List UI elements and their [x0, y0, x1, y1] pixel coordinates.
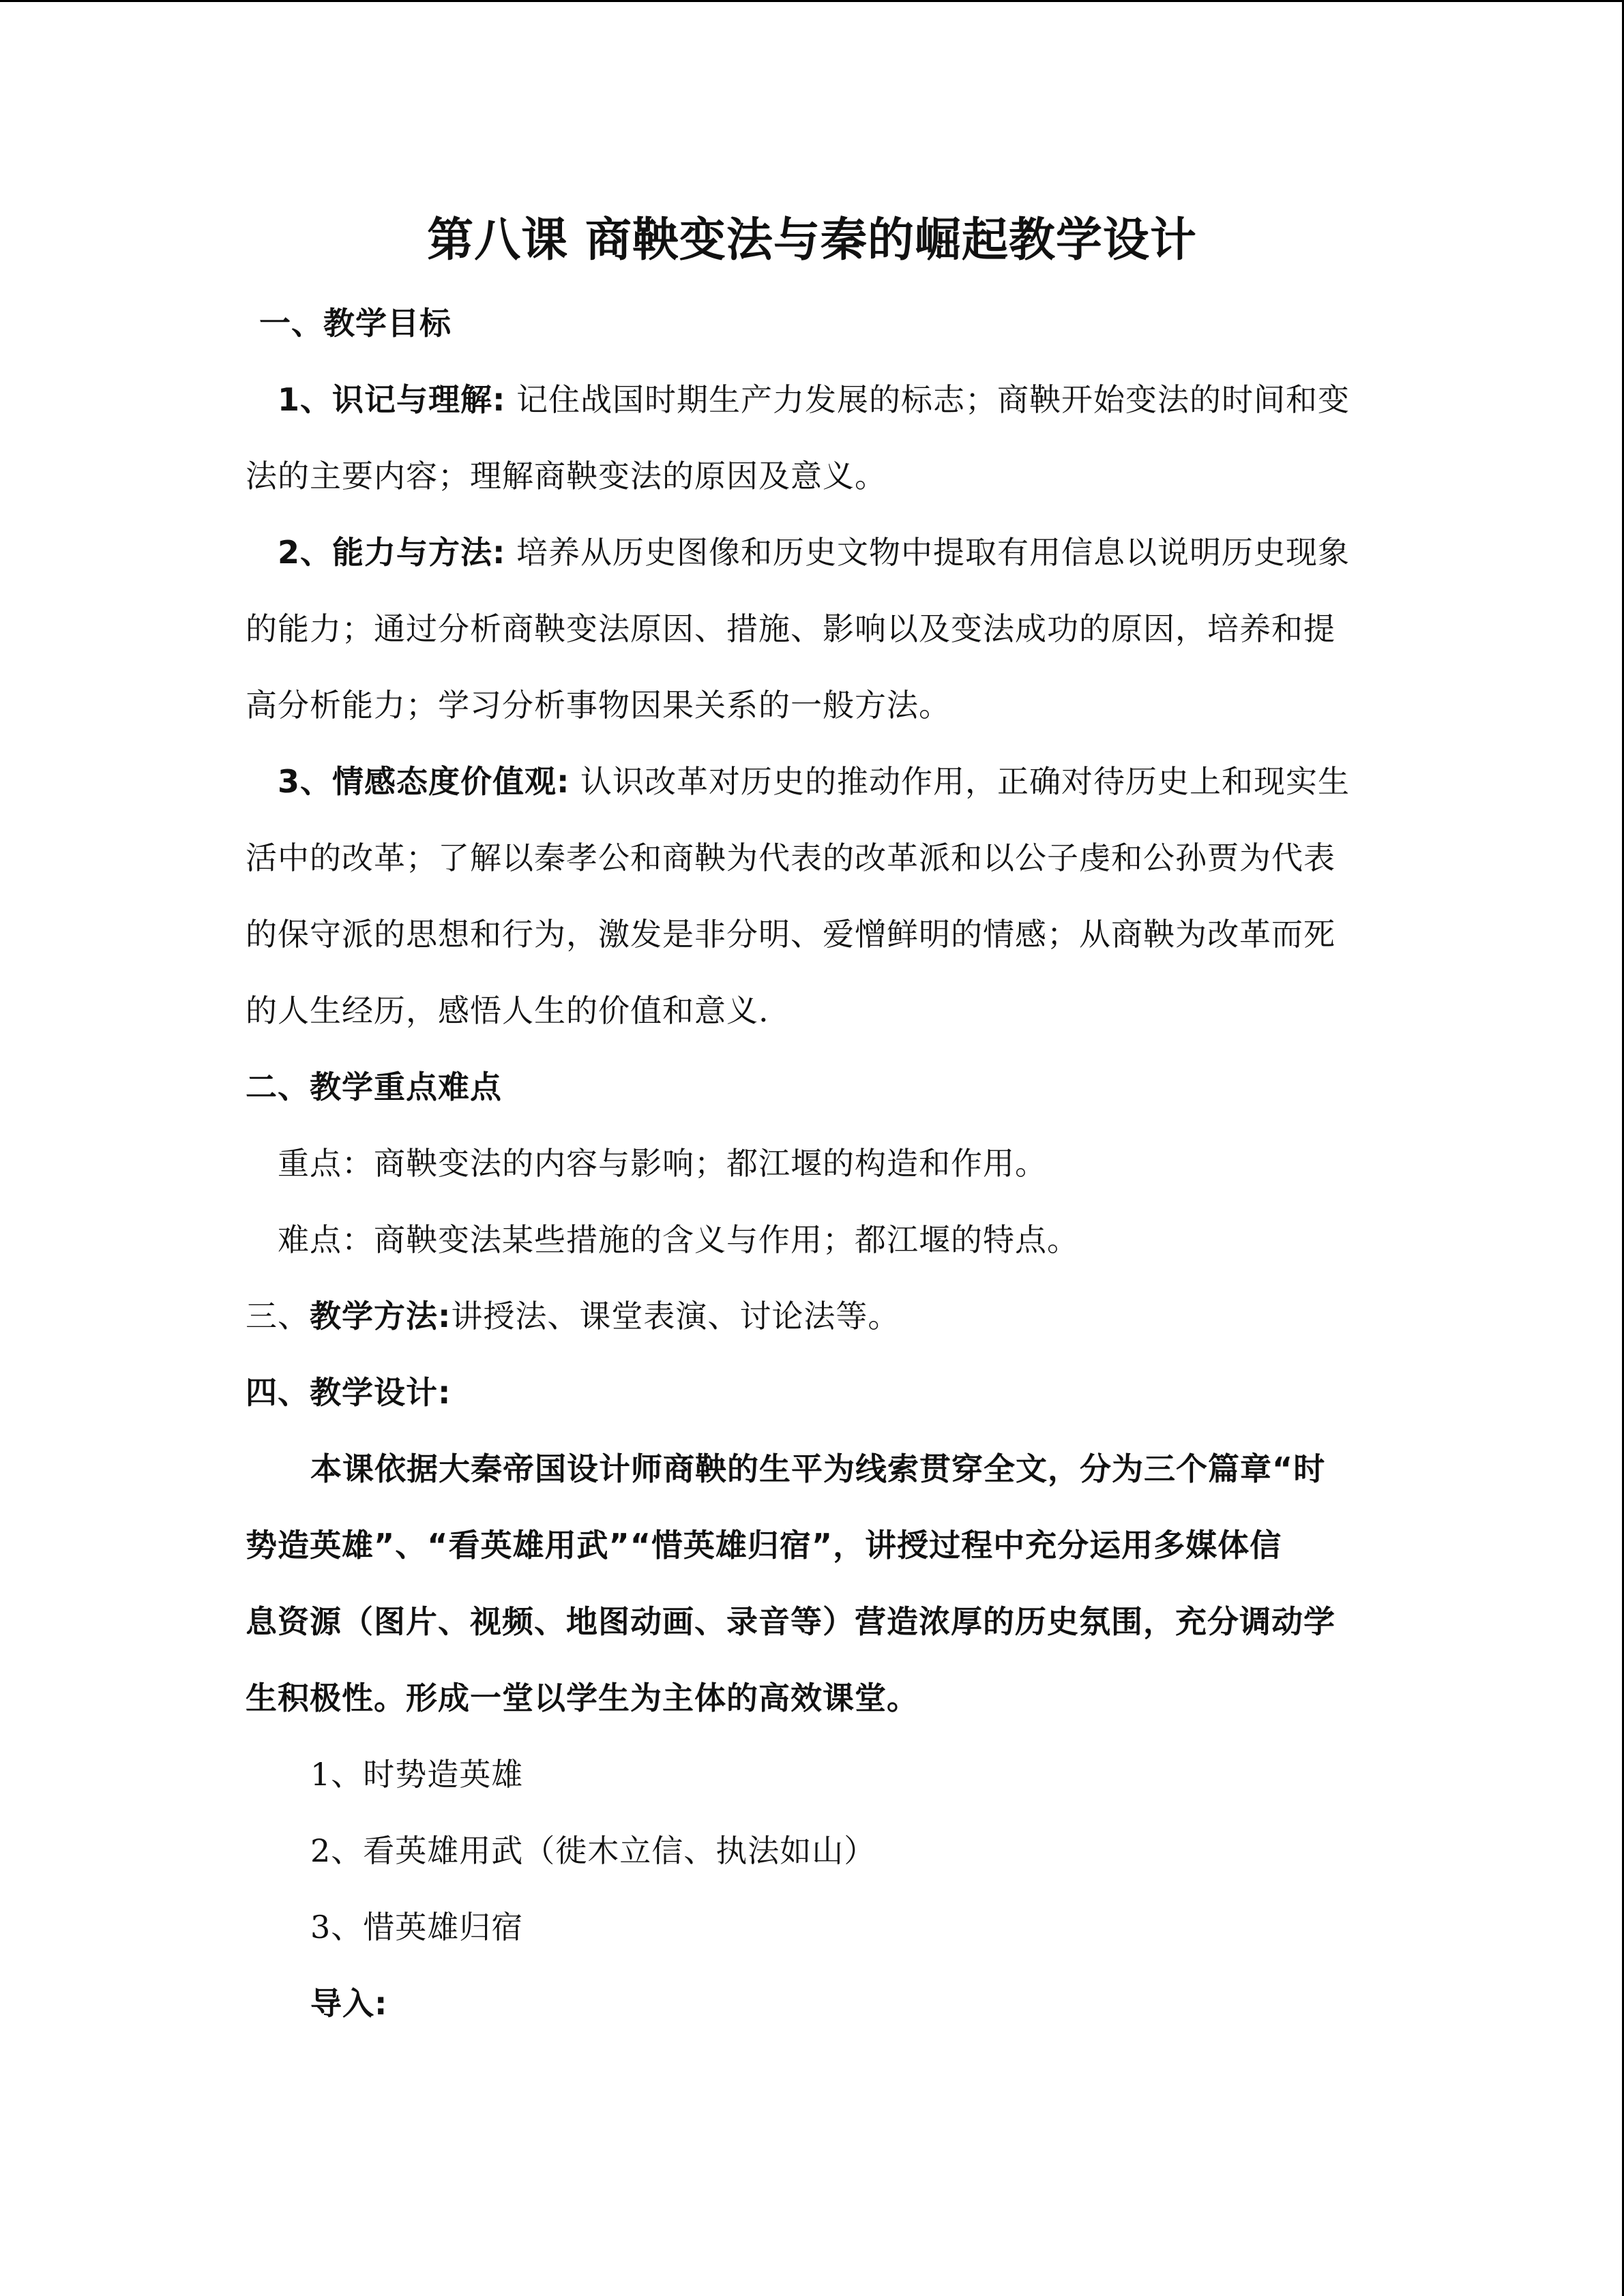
design-paragraph-line-2: 势造英雄”、“看英雄用武”“惜英雄归宿”，讲授过程中充分运用多媒体信: [246, 1527, 1282, 1564]
objective-2-line-1: [278, 528, 1350, 576]
list-item: 1、时势造英雄: [310, 1756, 524, 1793]
objective-2-text: 培养从历史图像和历史文物中提取有用信息以说明历史现象: [516, 534, 1350, 571]
list-item: 3、惜英雄归宿: [310, 1909, 524, 1945]
difficult-point-text: 难点：商鞅变法某些措施的含义与作用；都江堰的特点。: [278, 1221, 1079, 1258]
list-item: 2、看英雄用武（徙木立信、执法如山）: [310, 1832, 876, 1869]
key-point-text: 重点：商鞅变法的内容与影响；都江堰的构造和作用。: [278, 1145, 1047, 1182]
section-heading-design: 四、教学设计:: [246, 1374, 452, 1411]
section-heading-key-points: 二、教学重点难点: [246, 1069, 502, 1105]
objective-2-line-2: 的能力；通过分析商鞅变法原因、措施、影响以及变法成功的原因，培养和提: [246, 610, 1335, 647]
section-methods-prefix: 三、: [246, 1298, 310, 1335]
objective-1-text: 记住战国时期生产力发展的标志；商鞅开始变法的时间和变: [516, 381, 1350, 418]
objective-1-line-1: [278, 376, 1350, 423]
design-paragraph-line-4: 生积极性。形成一堂以学生为主体的高效课堂。: [246, 1680, 919, 1716]
objective-2-line-3: 高分析能力；学习分析事物因果关系的一般方法。: [246, 687, 951, 724]
objective-1-line-2: 法的主要内容；理解商鞅变法的原因及意义。: [246, 458, 887, 494]
objective-3-label: 3、情感态度价值观:: [278, 763, 570, 800]
objective-2-label: 2、能力与方法:: [278, 534, 506, 571]
intro-label: 导入:: [310, 1985, 388, 2022]
document-title: 第八课 商鞅变法与秦的崛起教学设计: [427, 213, 1197, 267]
section-heading-objectives: 一、教学目标: [259, 305, 452, 342]
design-paragraph-line-3: 息资源（图片、视频、地图动画、录音等）营造浓厚的历史氛围，充分调动学: [246, 1603, 1335, 1640]
section-methods-text: 讲授法、课堂表演、讨论法等。: [451, 1298, 900, 1335]
design-paragraph-line-1: 本课依据大秦帝国设计师商鞅的生平为线索贯穿全文，分为三个篇章“时: [310, 1450, 1326, 1487]
objective-3-line-4: 的人生经历，感悟人生的价值和意义.: [246, 992, 769, 1029]
objective-3-line-2: 活中的改革；了解以秦孝公和商鞅为代表的改革派和以公子虔和公孙贾为代表: [246, 839, 1335, 876]
objective-3-text: 认识改革对历史的推动作用，正确对待历史上和现实生: [580, 763, 1350, 800]
section-methods: [246, 1292, 900, 1340]
section-methods-label: 教学方法:: [310, 1298, 452, 1335]
objective-3-line-3: 的保守派的思想和行为，激发是非分明、爱憎鲜明的情感；从商鞅为改革而死: [246, 916, 1335, 953]
objective-1-label: 1、识记与理解:: [278, 381, 506, 418]
objective-3-line-1: [278, 758, 1350, 805]
